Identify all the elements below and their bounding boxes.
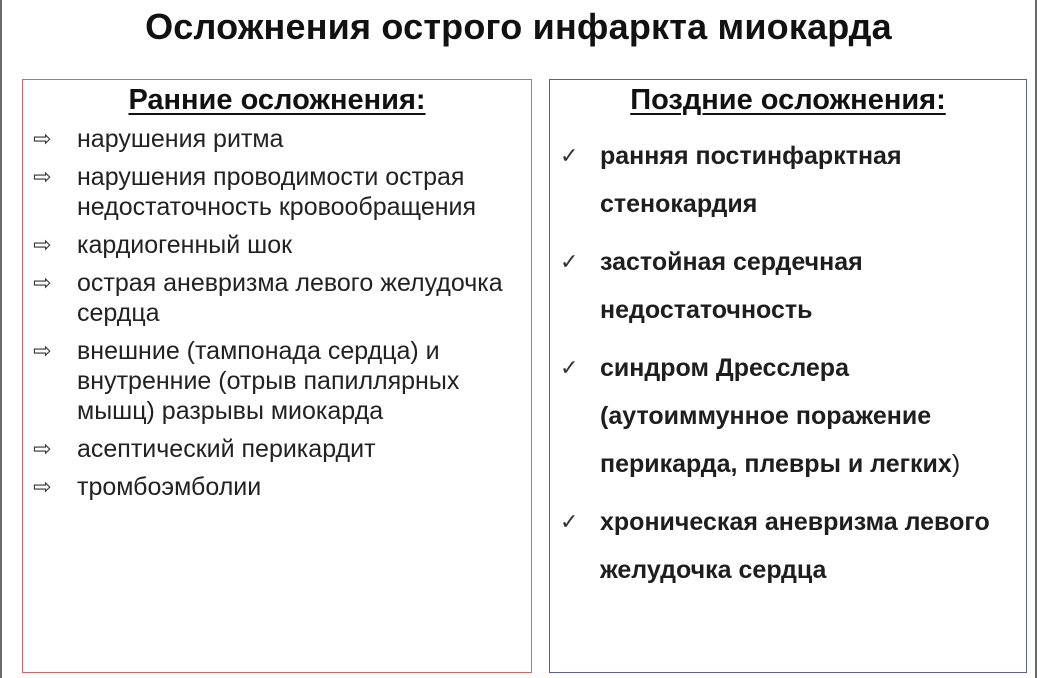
list-item-tail: ): [951, 450, 961, 478]
list-item-text: острая аневризма левого желудочка сердца: [77, 269, 503, 327]
slide-left-edge: [0, 0, 2, 678]
list-item-text: тромбоэмболии: [77, 473, 262, 501]
list-item: [31, 124, 521, 154]
early-complications-list: [31, 124, 521, 510]
list-item-text: внешние (тампонада сердца) и внутренние (отрыв папиллярных мышц) разрывы миокарда: [77, 337, 460, 425]
list-item: [558, 498, 1018, 594]
right-arrow-icon: ⇨: [33, 126, 52, 151]
late-complications-panel: [549, 79, 1027, 673]
list-item: [31, 472, 521, 502]
right-arrow-icon: ⇨: [33, 232, 52, 257]
checkmark-icon: ✓: [560, 249, 579, 274]
right-arrow-icon: ⇨: [33, 474, 52, 499]
early-complications-heading: Ранние осложнения:: [128, 84, 426, 116]
list-item-text: асептический перикардит: [77, 435, 376, 463]
right-arrow-icon: ⇨: [33, 338, 52, 363]
list-item-text: кардиогенный шок: [77, 231, 293, 259]
list-item: [558, 344, 1018, 488]
list-item-text: синдром Дресслера (аутоиммунное поражение перикарда, плевры и легких: [600, 354, 952, 478]
checkmark-icon: ✓: [560, 509, 579, 534]
right-arrow-icon: ⇨: [33, 164, 52, 189]
list-item-text: ранняя постинфарктная стенокардия: [600, 142, 902, 218]
early-complications-panel: [22, 79, 532, 673]
list-item: [31, 434, 521, 464]
right-arrow-icon: ⇨: [33, 436, 52, 461]
right-arrow-icon: ⇨: [33, 270, 52, 295]
late-complications-heading: Поздние осложнения:: [630, 84, 946, 116]
list-item-text: нарушения ритма: [77, 125, 284, 153]
list-item-text: хроническая аневризма левого желудочка сердца: [600, 508, 990, 584]
list-item-text: нарушения проводимости острая недостаточность кровообращения: [77, 163, 477, 221]
list-item: [31, 230, 521, 260]
list-item-text: застойная сердечная недостаточность: [600, 248, 863, 324]
list-item: [558, 238, 1018, 334]
checkmark-icon: ✓: [560, 143, 579, 168]
checkmark-icon: ✓: [560, 355, 579, 380]
late-complications-list: [558, 132, 1018, 604]
slide-title: Осложнения острого инфаркта миокарда: [145, 6, 892, 47]
list-item: [31, 162, 521, 222]
list-item: [31, 336, 521, 426]
list-item: [31, 268, 521, 328]
list-item: [558, 132, 1018, 228]
